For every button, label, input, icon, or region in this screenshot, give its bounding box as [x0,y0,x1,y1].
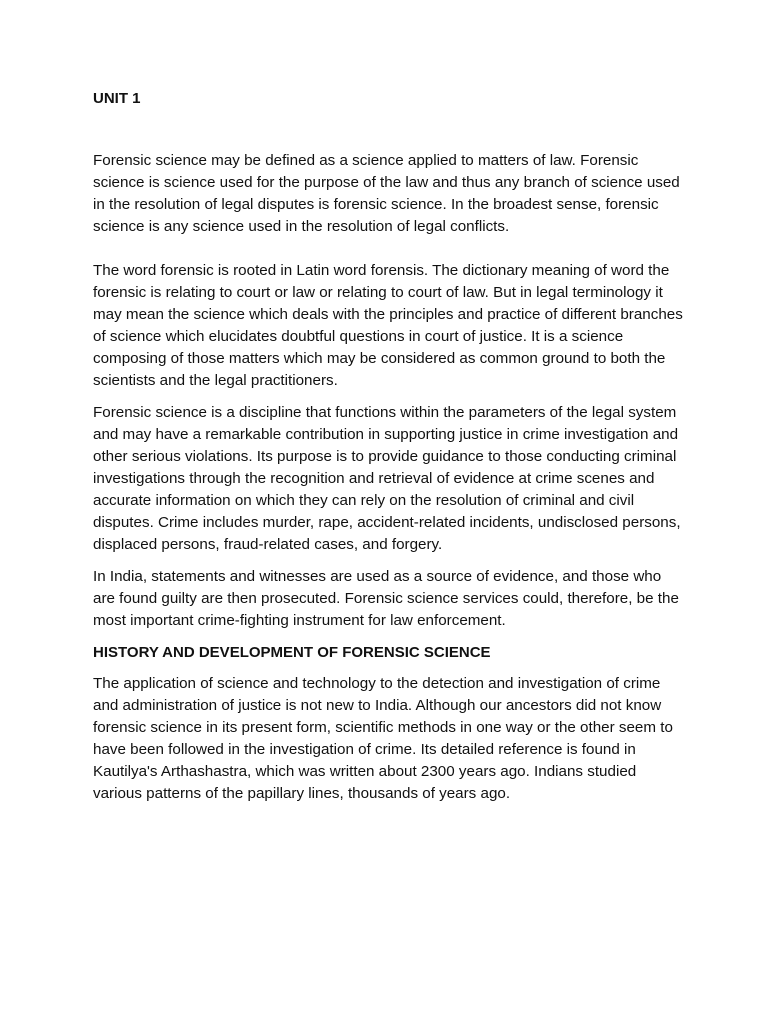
paragraph-india: In India, statements and witnesses are used as a source of evidence, and those who are found guilty are then prosecuted. Forensic science services could, therefore, be the most important crime-fighting instrument for law enforcement. [93,568,679,629]
paragraph-etymology: The word forensic is rooted in Latin word forensis. The dictionary meaning of word the forensic is relating to court or law or relating to court of law. But in legal terminology it may mean the science which deals with the principles and practice of different branches of science which elucidates doubtful questions in court of justice. It is a science composing of those matters which may be considered as common ground to both the scientists and the legal practitioners. [93,262,683,389]
paragraph-definition: Forensic science may be defined as a science applied to matters of law. Forensic science is science used for the purpose of the law and thus any branch of science used in the resolution of legal disputes is forensic science. In the broadest sense, forensic science is any science used in the resolution of legal conflicts. [93,152,680,235]
document-page [93,88,683,815]
section-heading-history: HISTORY AND DEVELOPMENT OF FORENSIC SCIENCE [93,644,491,661]
unit-title: UNIT 1 [93,90,141,107]
paragraph-discipline: Forensic science is a discipline that functions within the parameters of the legal system and may have a remarkable contribution in supporting justice in crime investigation and other serious violations. Its purpose is to provide guidance to those conducting criminal investigations through the recognition and retrieval of evidence at crime scenes and accurate information on which they can rely on the resolution of criminal and civil disputes. Crime includes murder, rape, accident-related incidents, undisclosed persons, displaced persons, fraud-related cases, and forgery. [93,404,681,553]
paragraph-history: The application of science and technology to the detection and investigation of crime and administration of justice is not new to India. Although our ancestors did not know forensic science in its present form, scientific methods in one way or the other seem to have been followed in the investigation of crime. Its detailed reference is found in Kautilya's Arthashastra, which was written about 2300 years ago. Indians studied various patterns of the papillary lines, thousands of years ago. [93,675,673,802]
